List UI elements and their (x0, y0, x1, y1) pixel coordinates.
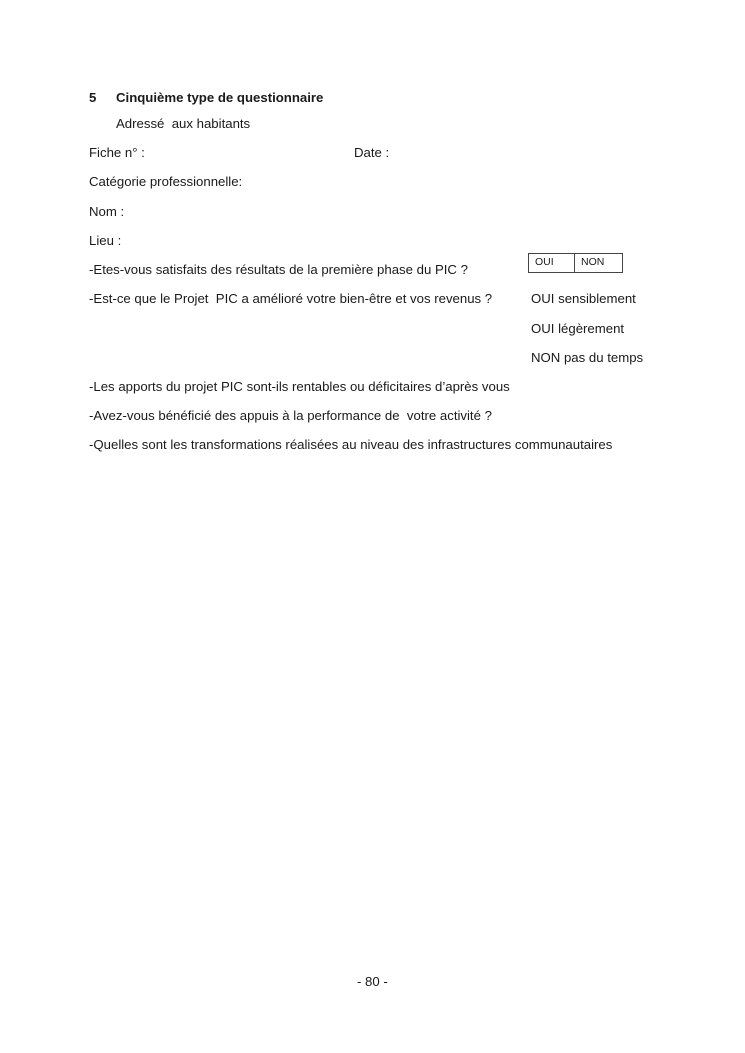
option-oui-legerement: OUI légèrement (531, 321, 625, 336)
nom-label: Nom : (89, 204, 125, 219)
section-title: Cinquième type de questionnaire (116, 90, 324, 105)
oui-non-table (528, 253, 623, 273)
question-satisfaction: -Etes-vous satisfaits des résultats de la première phase du PIC ? (89, 262, 468, 277)
option-oui-sensiblement: OUI sensiblement (531, 291, 636, 306)
option-non: NON (581, 256, 605, 268)
option-non-pas-du-temps: NON pas du temps (531, 350, 644, 365)
date-label: Date : (354, 145, 390, 160)
question-transformations: -Quelles sont les transformations réalisées au niveau des infrastructures communautaires (89, 437, 613, 452)
page-number: - 80 - (357, 974, 388, 989)
question-apports: -Les apports du projet PIC sont-ils rentables ou déficitaires d’après vous (89, 379, 510, 394)
lieu-label: Lieu : (89, 233, 122, 248)
question-appuis: -Avez-vous bénéficié des appuis à la performance de votre activité ? (89, 408, 492, 423)
section-number: 5 (89, 90, 97, 105)
fiche-label: Fiche n° : (89, 145, 145, 160)
option-oui: OUI (529, 254, 575, 272)
section-subtitle: Adressé aux habitants (116, 116, 251, 131)
question-bien-etre: -Est-ce que le Projet PIC a amélioré votre bien-être et vos revenus ? (89, 291, 493, 306)
categorie-label: Catégorie professionnelle: (89, 174, 243, 189)
